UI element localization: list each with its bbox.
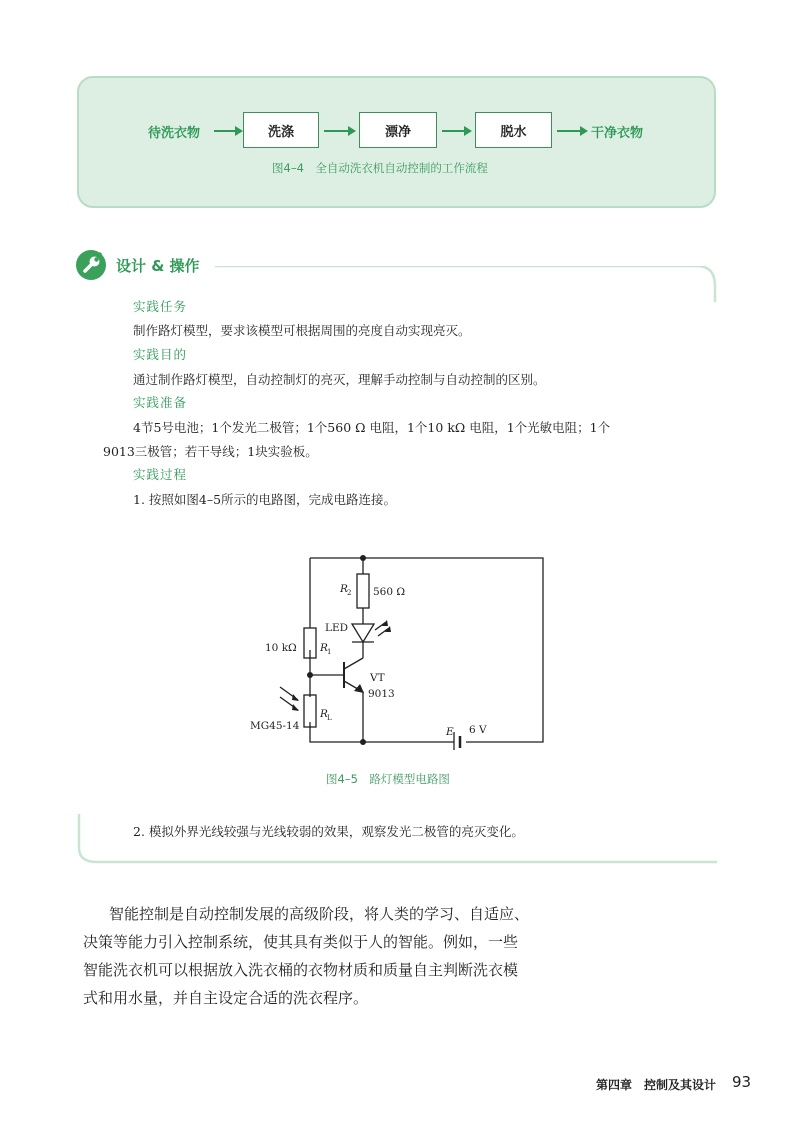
prep-text-line1: 4节5号电池；1个发光二极管；1个560 Ω 电阻，1个10 kΩ 电阻，1个光敏电阻；1个 <box>133 420 611 435</box>
rl-model: MG45-14 <box>250 720 300 732</box>
figure-4-5-caption: 图4–5 路灯模型电路图 <box>326 772 450 786</box>
junction-bottom <box>360 739 366 745</box>
light-ray-arrow-1 <box>292 694 299 701</box>
r1-value: 10 kΩ <box>265 642 297 654</box>
led-ray-arrow-1 <box>382 620 388 626</box>
flow-step-rinse: 漂净 <box>359 112 437 148</box>
goal-heading: 实践目的 <box>133 347 188 362</box>
r2-value: 560 Ω <box>373 586 406 598</box>
r2-label: R <box>340 583 348 595</box>
emitter-arrow <box>354 684 364 693</box>
r1-subscript: 1 <box>327 648 332 656</box>
resistor-r2 <box>357 574 369 608</box>
flow-step-wash: 洗涤 <box>243 112 319 148</box>
flow-start-label: 待洗衣物 <box>148 126 201 141</box>
r1-label: R <box>320 642 328 654</box>
battery-value: 6 V <box>469 724 487 736</box>
paragraph-line-4: 式和用水量，并自主设定合适的洗衣程序。 <box>83 989 369 1007</box>
paragraph-line-3: 智能洗衣机可以根据放入洗衣桶的衣物材质和质量自主判断洗衣模 <box>83 961 519 979</box>
transistor-collector <box>344 658 363 669</box>
prep-text-line2: 9013三极管；若干导线；1块实验板。 <box>103 444 318 459</box>
r2-subscript: 2 <box>347 589 352 597</box>
paragraph-line-1: 智能控制是自动控制发展的高级阶段，将人类的学习、自适应、 <box>109 905 530 923</box>
flow-arrow-1 <box>214 130 236 132</box>
junction-base <box>307 672 313 678</box>
section-title: 设计 & 操作 <box>116 257 200 275</box>
vt-label: VT <box>370 672 385 684</box>
process-step-2: 2. 模拟外界光线较强与光线较弱的效果，观察发光二极管的亮灭变化。 <box>133 824 524 839</box>
wire-bottom <box>310 722 454 742</box>
flow-arrow-2 <box>324 130 349 132</box>
process-heading: 实践过程 <box>133 467 188 482</box>
paragraph-line-2: 决策等能力引入控制系统，使其具有类似于人的智能。例如，一些 <box>83 933 519 951</box>
task-text: 制作路灯模型，要求该模型可根据周围的亮度自动实现亮灭。 <box>133 323 471 338</box>
circuit-diagram <box>240 550 550 750</box>
goal-text: 通过制作路灯模型，自动控制灯的亮灭，理解手动控制与自动控制的区别。 <box>133 372 546 387</box>
wrench-icon <box>76 250 106 280</box>
process-step-1: 1. 按照如图4–5所示的电路图，完成电路连接。 <box>133 492 397 507</box>
led-triangle <box>352 624 374 642</box>
task-heading: 实践任务 <box>133 299 188 314</box>
flow-step-spin: 脱水 <box>475 112 552 148</box>
figure-4-4-caption: 图4–4 全自动洗衣机自动控制的工作流程 <box>272 161 488 175</box>
rl-subscript: L <box>327 714 332 722</box>
light-ray-arrow-2 <box>292 704 299 711</box>
rl-label: R <box>320 708 328 720</box>
vt-model: 9013 <box>368 688 395 700</box>
battery-label: E <box>446 726 454 738</box>
junction-top <box>360 555 366 561</box>
led-label: LED <box>325 622 349 634</box>
flow-arrow-4 <box>557 130 581 132</box>
flow-arrow-3 <box>442 130 465 132</box>
prep-heading: 实践准备 <box>133 395 188 410</box>
chapter-footer: 第四章 控制及其设计 <box>596 1078 717 1092</box>
flow-end-label: 干净衣物 <box>591 126 644 141</box>
page-number: 93 <box>732 1073 752 1091</box>
led-ray-arrow-2 <box>385 626 391 632</box>
